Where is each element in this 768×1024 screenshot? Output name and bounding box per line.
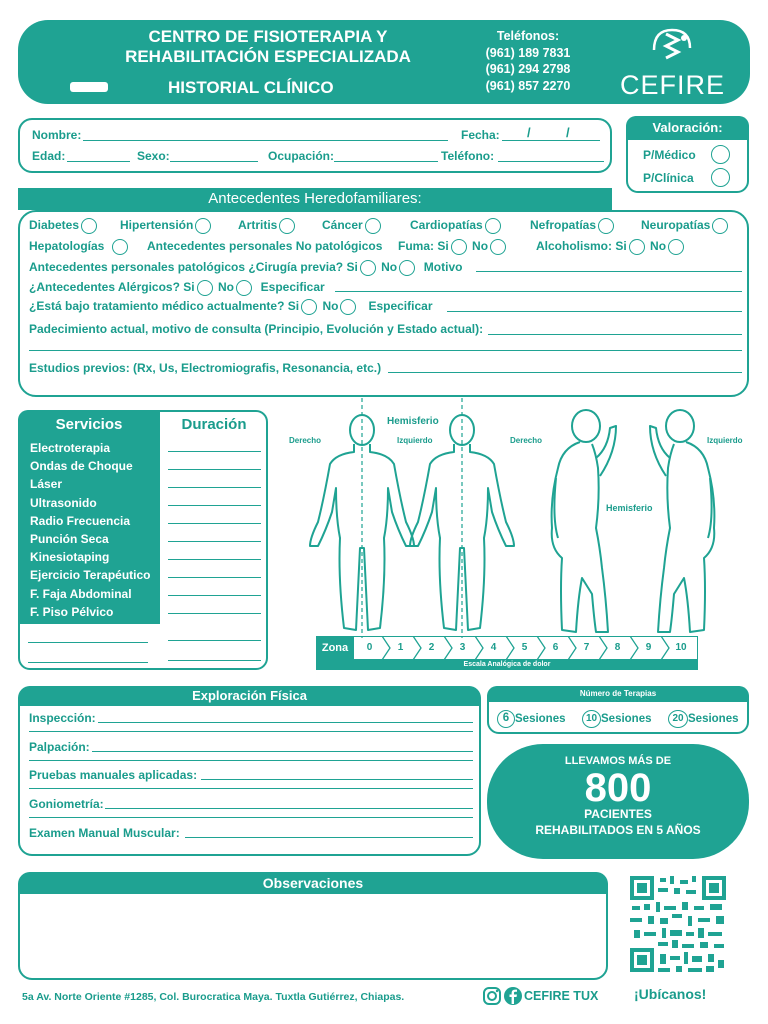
pain-scale-value[interactable]: 3 <box>459 642 466 653</box>
promo-line1: LLEVAMOS MÁS DE <box>564 755 672 767</box>
pain-scale-value[interactable]: 5 <box>521 642 528 653</box>
tratamiento-label: ¿Está bajo tratamiento médico actualmente? <box>29 299 285 314</box>
hepatologias-label: Hepatologías <box>29 239 105 254</box>
servicio-item[interactable]: Kinesiotaping <box>30 550 110 565</box>
edad-field[interactable] <box>67 161 130 162</box>
servicio-item[interactable]: Radio Frecuencia <box>30 513 131 528</box>
pain-scale-value[interactable]: 8 <box>614 642 621 653</box>
palpacion-label: Palpación: <box>29 740 90 754</box>
phones-label: Teléfonos: <box>496 29 560 43</box>
neuropatias-radio[interactable] <box>712 218 728 234</box>
alergicos-no-label: No <box>217 280 234 295</box>
pain-scale-value[interactable]: 1 <box>397 642 404 653</box>
alergicos-especificar-label: Especificar <box>260 280 325 295</box>
duracion-field[interactable] <box>168 451 261 452</box>
servicio-item[interactable]: Punción Seca <box>30 532 109 547</box>
no-patologicos-label: Antecedentes personales No patológicos <box>147 239 383 253</box>
nefropatias-label: Nefropatías <box>530 218 597 233</box>
antecedentes-title: Antecedentes Heredofamiliares: <box>18 188 612 210</box>
estudios-label: Estudios previos: (Rx, Us, Electromiografis, Resonancia, etc.) <box>29 361 382 375</box>
promo-line2: PACIENTES <box>584 807 652 821</box>
goniometria-label: Goniometría: <box>29 797 104 811</box>
nefropatias-radio[interactable] <box>598 218 614 234</box>
terapia-10-radio[interactable]: 10 <box>582 710 601 728</box>
artritis-radio[interactable] <box>279 218 295 234</box>
alcohol-si-label: Si <box>615 239 627 254</box>
alergicos-no-radio[interactable] <box>236 280 252 296</box>
tratamiento-si-label: Si <box>287 299 300 314</box>
alcohol-si-radio[interactable] <box>629 239 645 255</box>
hipertension-label: Hipertensión <box>120 218 194 233</box>
hemisferio-label-side: Hemisferio <box>606 503 653 513</box>
pain-scale-value[interactable]: 4 <box>490 642 497 653</box>
fuma-no-radio[interactable] <box>490 239 506 255</box>
diabetes-label: Diabetes <box>29 218 80 233</box>
terapia-20-radio[interactable]: 20 <box>668 710 688 728</box>
sexo-label: Sexo: <box>137 149 170 163</box>
servicio-item[interactable]: F. Piso Pélvico <box>30 604 114 619</box>
p-medico-radio[interactable] <box>711 145 730 164</box>
alergicos-especificar-field[interactable] <box>335 291 742 292</box>
duracion-field[interactable] <box>168 613 261 614</box>
body-front-icon <box>310 398 414 638</box>
p-medico-label: P/Médico <box>643 148 696 162</box>
fecha-field[interactable] <box>502 140 600 141</box>
fuma-no-label: No <box>472 239 489 254</box>
cancer-label: Cáncer <box>322 218 363 233</box>
pruebas-field-2[interactable] <box>29 788 473 789</box>
cardiopatias-radio[interactable] <box>485 218 501 234</box>
header-white-bar <box>70 82 108 92</box>
servicio-extra-field[interactable] <box>28 662 148 663</box>
padecimiento-field[interactable] <box>488 334 742 335</box>
pruebas-label: Pruebas manuales aplicadas: <box>29 768 198 782</box>
diabetes-radio[interactable] <box>81 218 97 234</box>
edad-label: Edad: <box>32 149 66 163</box>
header-banner <box>18 20 750 104</box>
duracion-field[interactable] <box>168 523 261 524</box>
phone-2: (961) 294 2798 <box>485 62 571 76</box>
fecha-slash-1: / <box>527 125 531 140</box>
examen-label: Examen Manual Muscular: <box>29 826 180 840</box>
social-handle[interactable]: CEFIRE TUX <box>524 989 599 1003</box>
pain-scale-value[interactable]: 9 <box>645 642 652 653</box>
hemisferio-label-top: Hemisferio <box>387 416 439 427</box>
tratamiento-no-radio[interactable] <box>340 299 356 315</box>
cirugia-si-label: Si <box>346 260 358 275</box>
alcohol-no-radio[interactable] <box>668 239 684 255</box>
sexo-field[interactable] <box>170 161 258 162</box>
promo-badge <box>487 744 749 859</box>
fuma-label: Fuma: <box>398 239 434 254</box>
pain-scale-value[interactable]: 2 <box>428 642 435 653</box>
servicio-item[interactable]: Ejercicio Terapéutico <box>30 568 151 583</box>
pain-scale-caption: Escala Analógica de dolor <box>316 660 698 670</box>
alergicos-si-radio[interactable] <box>197 280 213 296</box>
terapia-6-label: Sesiones <box>515 713 566 725</box>
duracion-field[interactable] <box>168 469 261 470</box>
telefono-label: Teléfono: <box>441 149 495 163</box>
servicio-item[interactable]: Ondas de Choque <box>30 459 133 474</box>
examen-field[interactable] <box>185 837 473 838</box>
footer-address: 5a Av. Norte Oriente #1285, Col. Burocratica Maya. Tuxtla Gutiérrez, Chiapas. <box>22 991 405 1003</box>
pain-scale-value[interactable]: 10 <box>675 642 687 653</box>
alcohol-no-label: No <box>650 239 667 254</box>
zona-label: Zona <box>316 636 354 660</box>
fuma-si-radio[interactable] <box>451 239 467 255</box>
duracion-field[interactable] <box>168 640 261 641</box>
palpacion-field-2[interactable] <box>29 760 473 761</box>
telefono-field[interactable] <box>498 161 604 162</box>
duracion-field[interactable] <box>168 487 261 488</box>
artritis-label: Artritis <box>238 218 278 233</box>
nombre-label: Nombre: <box>32 128 82 142</box>
duracion-field[interactable] <box>168 577 261 578</box>
cirugia-no-radio[interactable] <box>399 260 415 276</box>
izquierdo-label-1: Izquierdo <box>397 436 433 445</box>
nombre-field[interactable] <box>83 140 448 141</box>
patologicos-label: Antecedentes personales patológicos ¿Cirugía previa? <box>29 260 344 275</box>
patient-info-box <box>18 118 612 173</box>
goniometria-field[interactable] <box>105 808 473 809</box>
cirugia-si-radio[interactable] <box>360 260 376 276</box>
derecho-label-1: Derecho <box>289 436 322 445</box>
servicio-item[interactable]: Láser <box>30 477 63 492</box>
inspeccion-field-2[interactable] <box>29 731 473 732</box>
servicios-title: Servicios <box>55 416 123 433</box>
exploracion-title: Exploración Física <box>18 686 481 706</box>
duracion-title: Duración <box>181 416 247 433</box>
terapia-6-radio[interactable]: 6 <box>497 710 515 728</box>
terapia-10-label: Sesiones <box>601 713 652 725</box>
fecha-slash-2: / <box>566 125 570 140</box>
tratamiento-no-label: No <box>322 299 339 314</box>
neuropatias-label: Neuropatías <box>641 218 711 233</box>
body-side-right-icon <box>552 410 616 632</box>
pain-scale-numbers <box>354 642 698 653</box>
tratamiento-si-radio[interactable] <box>301 299 317 315</box>
hipertension-radio[interactable] <box>195 218 211 234</box>
terapias-title: Número de Terapias <box>487 686 749 702</box>
p-clinica-label: P/Clínica <box>643 171 694 185</box>
terapia-20-label: Sesiones <box>688 713 739 725</box>
duracion-field[interactable] <box>168 505 261 506</box>
phone-1: (961) 189 7831 <box>485 45 571 60</box>
servicio-item[interactable]: Electroterapia <box>30 441 111 455</box>
servicio-extra-field[interactable] <box>28 642 148 643</box>
body-diagram[interactable] <box>300 398 740 638</box>
pruebas-field[interactable] <box>201 779 473 780</box>
izquierdo-label-2: Izquierdo <box>707 436 743 445</box>
facebook-icon[interactable] <box>503 986 523 1006</box>
ubicanos-label[interactable]: ¡Ubícanos! <box>634 986 707 1002</box>
tratamiento-especificar-field[interactable] <box>447 311 742 312</box>
duracion-field[interactable] <box>168 559 261 560</box>
body-side-left-icon <box>650 410 714 632</box>
promo-number: 800 <box>584 766 652 810</box>
inspeccion-label: Inspección: <box>29 711 96 725</box>
header-title-line1: CENTRO DE FISIOTERAPIA Y <box>148 27 388 46</box>
fuma-si-label: Si <box>437 239 449 254</box>
inspeccion-field[interactable] <box>98 722 473 723</box>
ocupacion-label: Ocupación: <box>268 149 335 163</box>
pain-scale-value[interactable]: 0 <box>366 642 373 653</box>
duracion-field[interactable] <box>168 660 261 661</box>
phone-3: (961) 857 2270 <box>485 78 571 93</box>
fecha-label: Fecha: <box>461 128 500 142</box>
cancer-radio[interactable] <box>365 218 381 234</box>
duracion-field[interactable] <box>168 595 261 596</box>
servicios-list <box>30 439 151 621</box>
cardiopatias-label: Cardiopatías <box>410 218 483 233</box>
observaciones-title: Observaciones <box>18 872 608 894</box>
pain-scale-value[interactable]: 6 <box>552 642 559 653</box>
duracion-field[interactable] <box>168 541 261 542</box>
cefire-logo-icon <box>646 26 698 70</box>
p-clinica-radio[interactable] <box>711 168 730 187</box>
body-back-icon <box>410 398 514 638</box>
cirugia-no-label: No <box>381 260 398 275</box>
qr-code-icon[interactable] <box>628 874 728 974</box>
pain-scale-value[interactable]: 7 <box>583 642 590 653</box>
alergicos-si-label: Si <box>183 280 195 295</box>
valoracion-title: Valoración: <box>626 116 749 140</box>
palpacion-field[interactable] <box>92 751 473 752</box>
motivo-label: Motivo <box>423 260 463 275</box>
goniometria-field-2[interactable] <box>29 817 473 818</box>
promo-line3: REHABILITADOS EN 5 AÑOS <box>535 823 701 837</box>
instagram-icon[interactable] <box>482 986 502 1006</box>
derecho-label-2: Derecho <box>510 436 543 445</box>
alergicos-label: ¿Antecedentes Alérgicos? <box>29 280 180 295</box>
estudios-field[interactable] <box>388 372 742 373</box>
hepatologias-radio[interactable] <box>112 239 128 255</box>
tratamiento-especificar-label: Especificar <box>368 299 433 314</box>
servicio-item[interactable]: F. Faja Abdominal <box>30 586 132 601</box>
header-title-line2: REHABILITACIÓN ESPECIALIZADA <box>125 47 411 66</box>
motivo-field[interactable] <box>476 271 742 272</box>
padecimiento-label: Padecimiento actual, motivo de consulta (Principio, Evolución y Estado actual): <box>29 322 484 336</box>
ocupacion-field[interactable] <box>334 161 438 162</box>
alcoholismo-label: Alcoholismo: <box>536 239 613 254</box>
servicio-item[interactable]: Ultrasonido <box>30 495 97 510</box>
header-subtitle: HISTORIAL CLÍNICO <box>168 78 334 97</box>
padecimiento-field-2[interactable] <box>29 350 742 351</box>
logo-text: CEFIRE <box>620 70 726 100</box>
